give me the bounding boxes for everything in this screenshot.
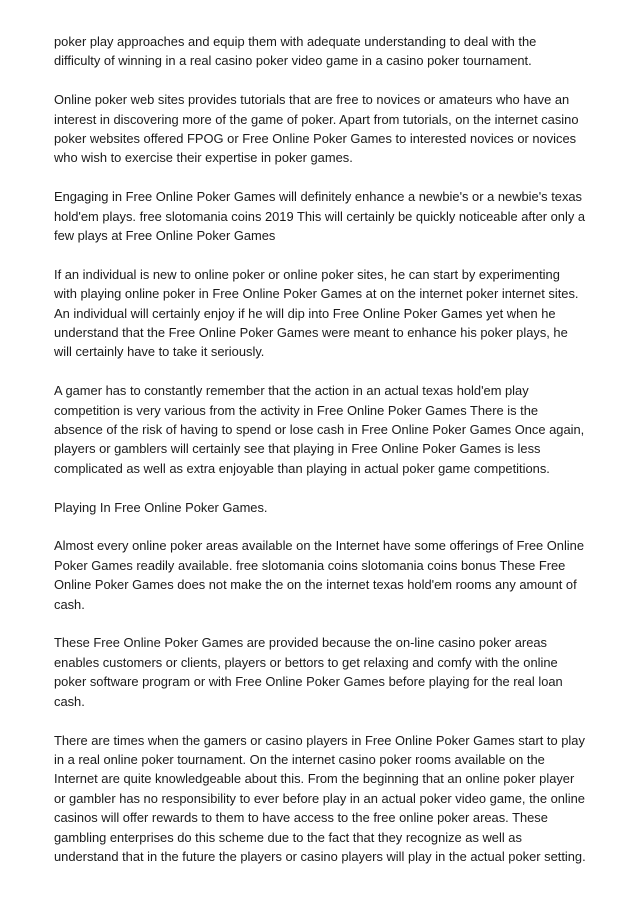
text-line: poker websites offered FPOG or Free Online Poker Games to interested novices or novices — [54, 131, 577, 147]
text-line: complicated as well as extra enjoyable than playing in actual poker game competitions. — [54, 460, 550, 476]
text-line: poker software program or with Free Online Poker Games before playing for the real loan — [54, 674, 563, 690]
paragraph — [54, 536, 588, 614]
text-line: interest in discovering more of the game of poker. Apart from tutorials, on the internet casino — [54, 111, 579, 127]
paragraph — [54, 90, 588, 168]
text-line: hold'em plays. free slotomania coins 2019 This will certainly be quickly noticeable after only a — [54, 208, 586, 224]
text-line: difficulty of winning in a real casino poker video game in a casino poker tournament. — [54, 53, 532, 69]
text-line: poker play approaches and equip them with adequate understanding to deal with the — [54, 34, 537, 49]
text-line: Poker Games readily available. free slotomania coins slotomania coins bonus These Free — [54, 557, 566, 573]
text-line: players or gamblers will certainly see that playing in Free Online Poker Games is less — [54, 441, 541, 457]
text-line: absence of the risk of having to spend or lose cash in Free Online Poker Games Once again, — [54, 422, 585, 438]
text-line: cash. — [54, 693, 85, 709]
text-line: Online poker web sites provides tutorials that are free to novices or amateurs who have an — [54, 92, 570, 108]
document-page — [54, 32, 588, 866]
text-line: A gamer has to constantly remember that the action in an actual texas hold'em play — [54, 383, 529, 399]
text-line: Internet are quite knowledgeable about this. From the beginning that an online poker player — [54, 771, 575, 787]
paragraph — [54, 381, 588, 478]
paragraph — [54, 265, 588, 362]
text-line: understand that the Free Online Poker Games were meant to enhance his poker plays, he — [54, 325, 568, 341]
text-line: competition is very various from the activity in Free Online Poker Games There is the — [54, 402, 539, 418]
text-line: gambling enterprises do this scheme due to the fact that they recognize as well as — [54, 829, 522, 845]
text-line: Almost every online poker areas available on the Internet have some offerings of Free Online — [54, 538, 585, 554]
text-line: who wish to exercise their expertise in poker games. — [54, 150, 353, 166]
text-line: with playing online poker in Free Online Poker Games at on the internet poker internet sites. — [54, 286, 579, 302]
text-line: in a real online poker tournament. On the internet casino poker rooms available on the — [54, 751, 545, 767]
paragraph — [54, 32, 588, 71]
text-line: Online Poker Games does not make the on the internet texas hold'em rooms any amount of — [54, 577, 577, 593]
text-line: If an individual is new to online poker or online poker sites, he can start by experimenting — [54, 266, 560, 282]
text-line: An individual will certainly enjoy if he will dip into Free Online Poker Games yet when he — [54, 305, 556, 321]
paragraph — [54, 731, 588, 867]
paragraph — [54, 498, 588, 517]
text-line: There are times when the gamers or casino players in Free Online Poker Games start to play — [54, 732, 585, 748]
text-line: enables customers or clients, players or bettors to get relaxing and comfy with the online — [54, 654, 558, 670]
paragraph — [54, 187, 588, 245]
text-line: Playing In Free Online Poker Games. — [54, 499, 268, 515]
text-line: cash. — [54, 596, 85, 612]
text-line: or gambler has no responsibility to ever before play in an actual poker video game, the online — [54, 790, 585, 806]
text-line: These Free Online Poker Games are provided because the on-line casino poker areas — [54, 635, 547, 651]
text-line: casinos will offer rewards to them to have access to the free online poker areas. These — [54, 810, 548, 826]
paragraph — [54, 633, 588, 711]
text-line: will certainly have to take it seriously. — [54, 344, 265, 360]
text-line: few plays at Free Online Poker Games — [54, 228, 276, 244]
text-line: Engaging in Free Online Poker Games will definitely enhance a newbie's or a newbie's texas — [54, 189, 583, 205]
text-line: understand that in the future the players or casino players will play in the actual poker setting. — [54, 848, 586, 864]
